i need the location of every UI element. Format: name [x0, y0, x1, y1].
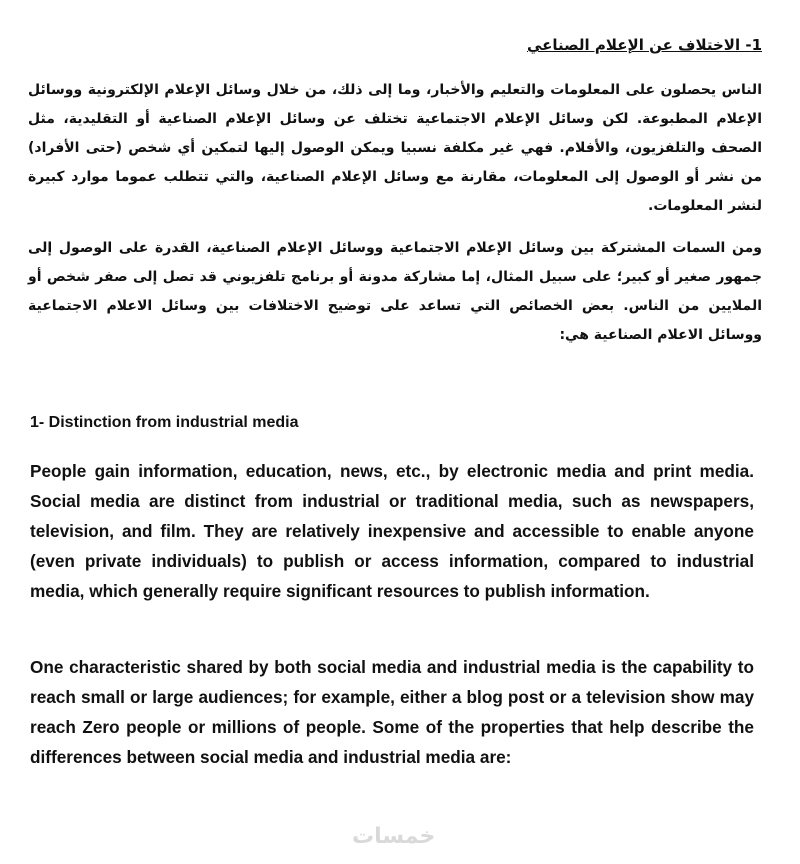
arabic-paragraph-2: ومن السمات المشتركة بين وسائل الإعلام الاجتماعية ووسائل الإعلام الصناعية، القدرة على الوصول إلى جمهور صغير أو كبير؛ على سبيل المثال، إما مشاركة مدونة أو برنامج تلفزيوني قد تصل إلى صفر شخص أو الملايين من الناس. بعض الخصائص التي تساعد على توضيح الاختلافات بين وسائل الاعلام الاجتماعية ووسائل الاعلام الصناعية هي:: [28, 240, 762, 343]
arabic-paragraph-1: الناس يحصلون على المعلومات والتعليم والأخبار، وما إلى ذلك، من خلال وسائل الإعلام الإلكترونية ووسائل الإعلام المطبوعة. لكن وسائل الإعلام الاجتماعية تختلف عن وسائل الإعلام الصناعية أو التقليدية، مثل الصحف والتلفزيون، والأفلام. فهي غير مكلفة نسبيا ويمكن الوصول إليها لتمكين أي شخص (حتى الأفراد) من نشر أو الوصول إلى المعلومات، مقارنة مع وسائل الإعلام الصناعية، والتي تتطلب عموما موارد كبيرة لنشر المعلومات.: [28, 82, 762, 214]
arabic-section-title: 1- الاختلاف عن الإعلام الصناعي: [526, 36, 762, 54]
english-paragraph-1: People gain information, education, news, etc., by electronic media and print media. Social media are distinct from industrial or traditional media, such as newspapers, television, and film. They are relatively inexpensive and accessible to enable anyone (even private individuals) to publish or access information, compared to industrial media, which generally require significant resources to publish information.: [30, 461, 754, 601]
english-section-heading: 1- Distinction from industrial media: [30, 414, 299, 431]
english-paragraph-2: One characteristic shared by both social media and industrial media is the capability to reach small or large audiences; for example, either a blog post or a television show may reach Zero people or millions of people. Some of the properties that help describe the differences between social media and industrial media are:: [30, 657, 754, 767]
khamsat-watermark: خمسات: [352, 824, 436, 849]
